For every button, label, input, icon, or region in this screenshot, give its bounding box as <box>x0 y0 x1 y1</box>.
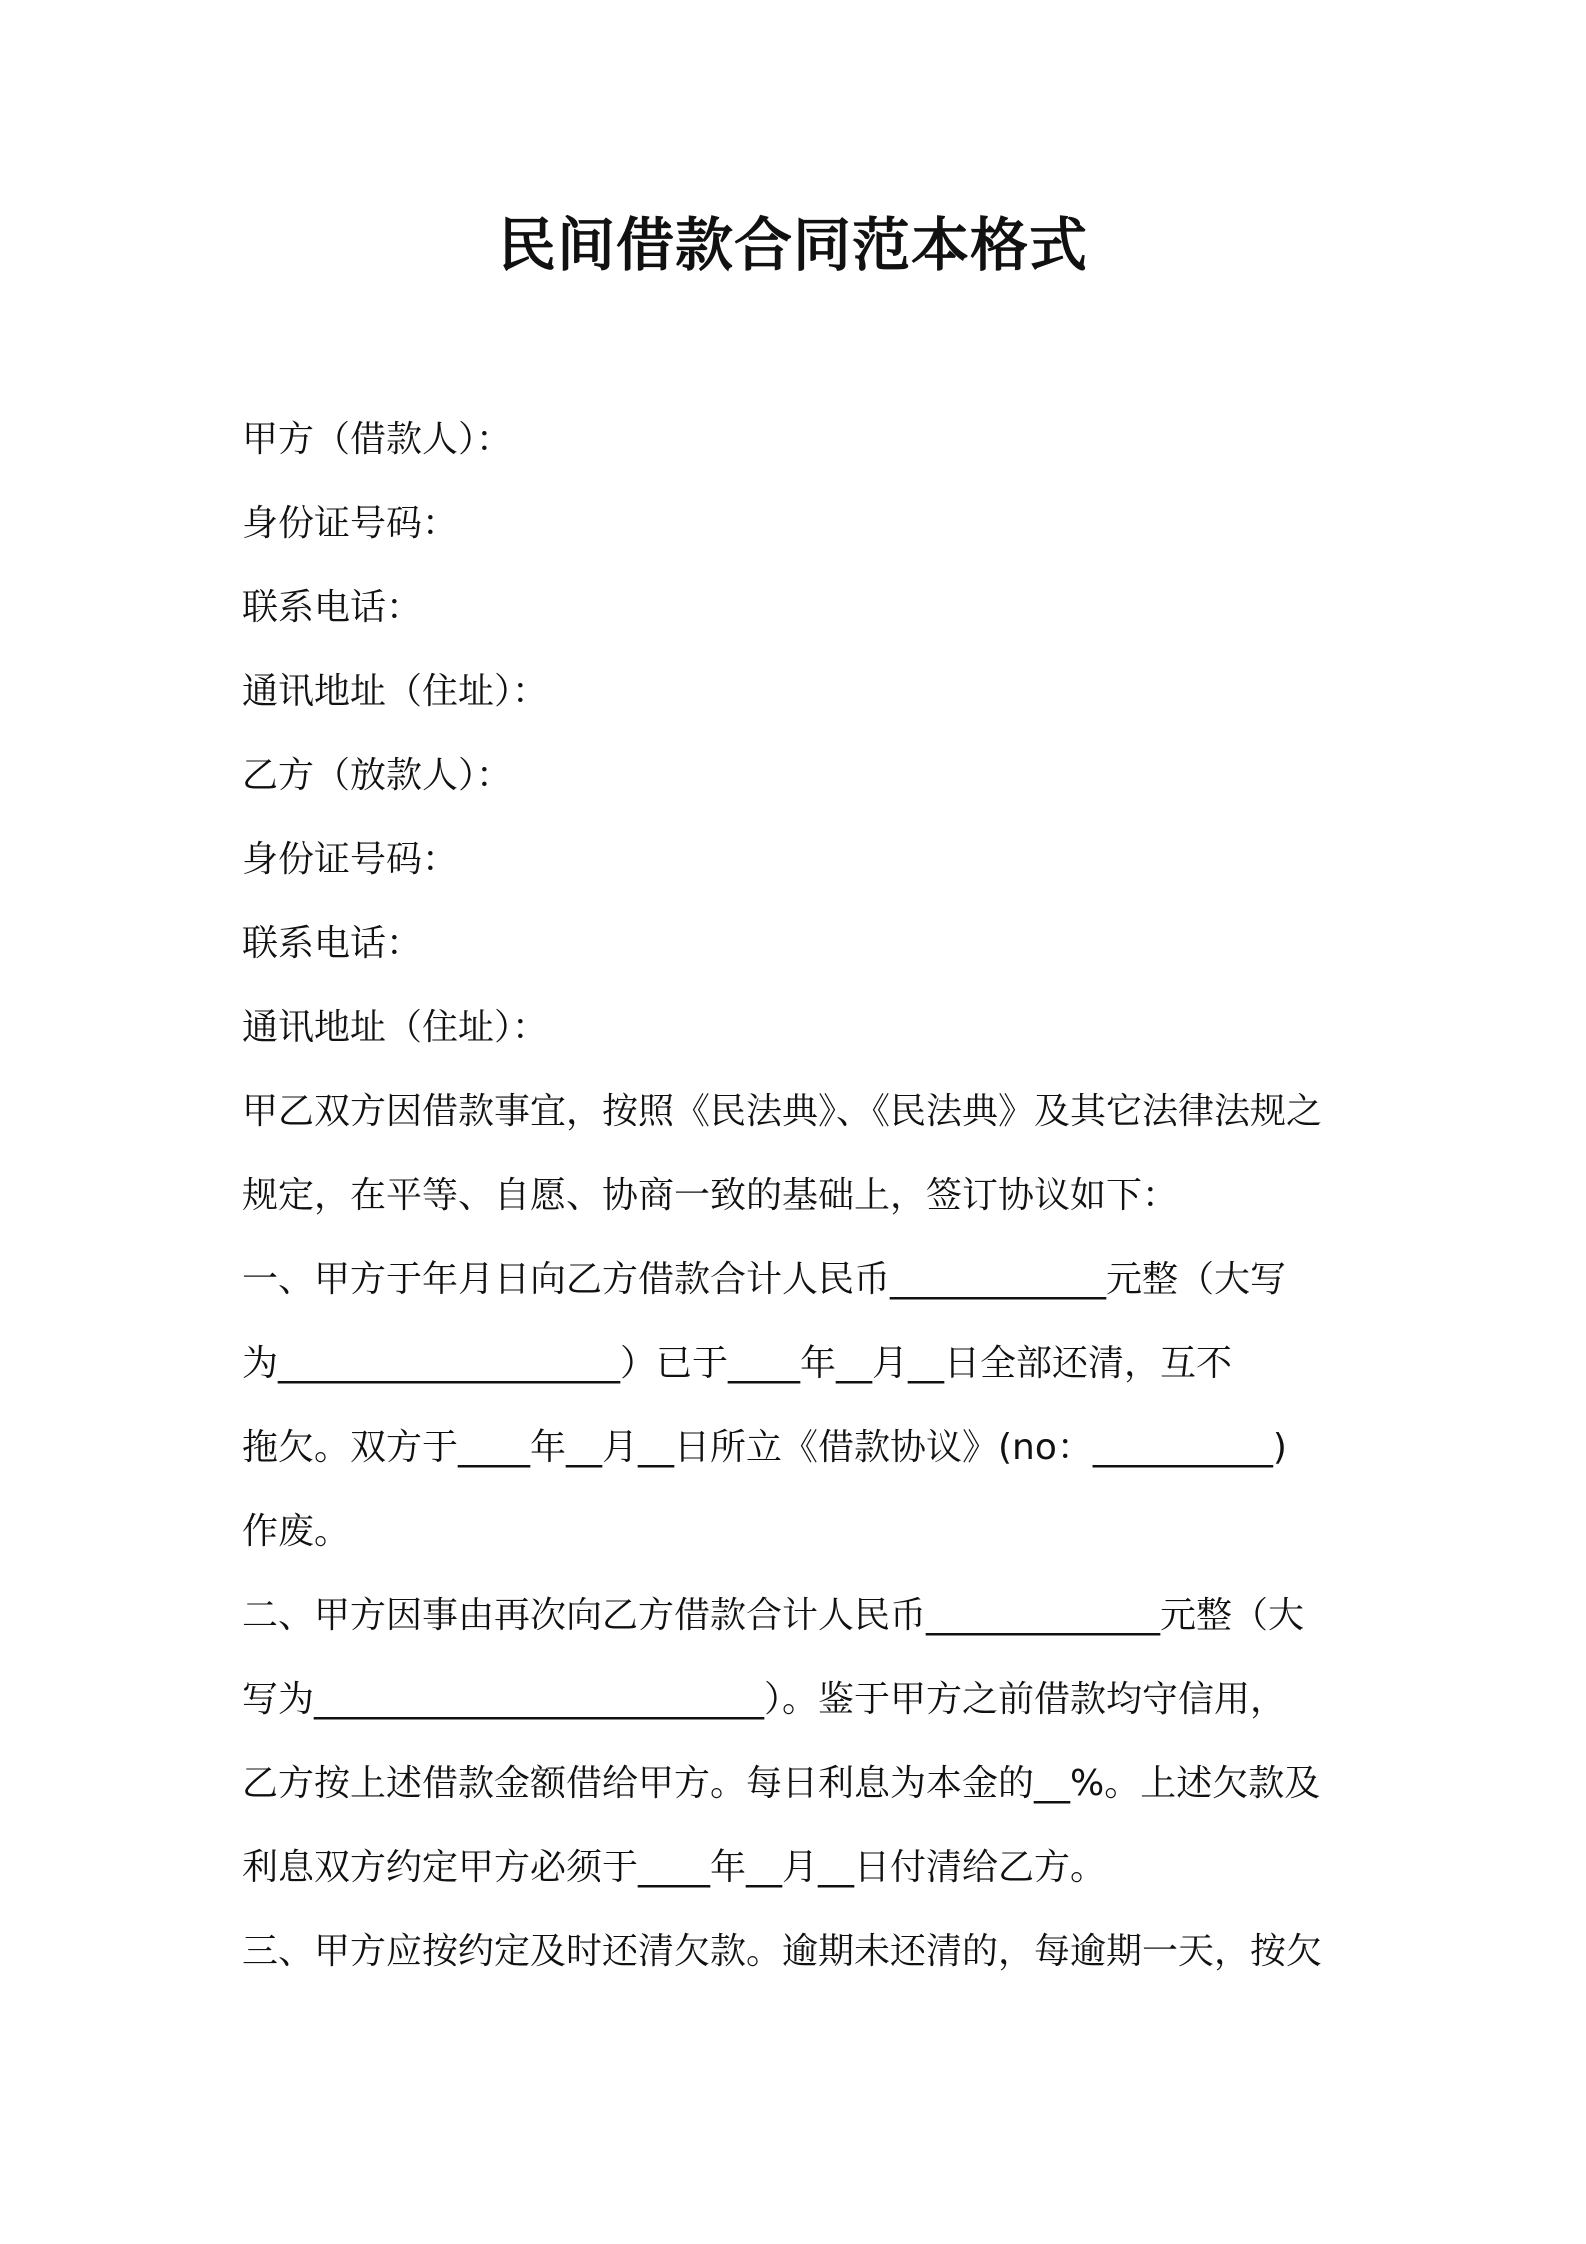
party-b-address-label: 通讯地址（住址）： <box>242 1007 549 1048</box>
clause-1-line: 为___________________）已于____年__月__日全部还清，互不 <box>242 1343 1233 1384</box>
party-b-phone-label: 联系电话： <box>242 923 423 964</box>
preamble-line: 甲乙双方因借款事宜，按照《民法典》、《民法典》及其它法律法规之 <box>242 1091 1323 1132</box>
clause-2-line: 乙方按上述借款金额借给甲方。每日利息为本金的__%。上述欠款及 <box>242 1763 1321 1804</box>
clause-1-line: 一、甲方于年月日向乙方借款合计人民币____________元整（大写 <box>242 1259 1287 1300</box>
clause-2-line: 二、甲方因事由再次向乙方借款合计人民币_____________元整（大 <box>242 1595 1305 1636</box>
party-a-phone-label: 联系电话： <box>242 587 423 628</box>
clause-1-line: 作废。 <box>242 1511 351 1552</box>
party-a-address-label: 通讯地址（住址）： <box>242 671 549 712</box>
clause-3-line: 三、甲方应按约定及时还清欠款。逾期未还清的，每逾期一天，按欠 <box>242 1931 1323 1972</box>
party-a-label: 甲方（借款人）： <box>242 419 513 460</box>
preamble-line: 规定，在平等、自愿、协商一致的基础上，签订协议如下： <box>242 1175 1179 1216</box>
party-b-label: 乙方（放款人）： <box>242 755 513 796</box>
document-title: 民间借款合同范本格式 <box>497 211 1088 279</box>
clause-1-line: 拖欠。双方于____年__月__日所立《借款协议》(no：__________) <box>242 1427 1287 1468</box>
party-b-id-label: 身份证号码： <box>242 839 459 880</box>
party-a-id-label: 身份证号码： <box>242 503 459 544</box>
document-body <box>242 398 1372 1994</box>
clause-2-line: 写为_________________________）。鉴于甲方之前借款均守信用， <box>242 1679 1287 1720</box>
clause-2-line: 利息双方约定甲方必须于____年__月__日付清给乙方。 <box>242 1847 1107 1888</box>
